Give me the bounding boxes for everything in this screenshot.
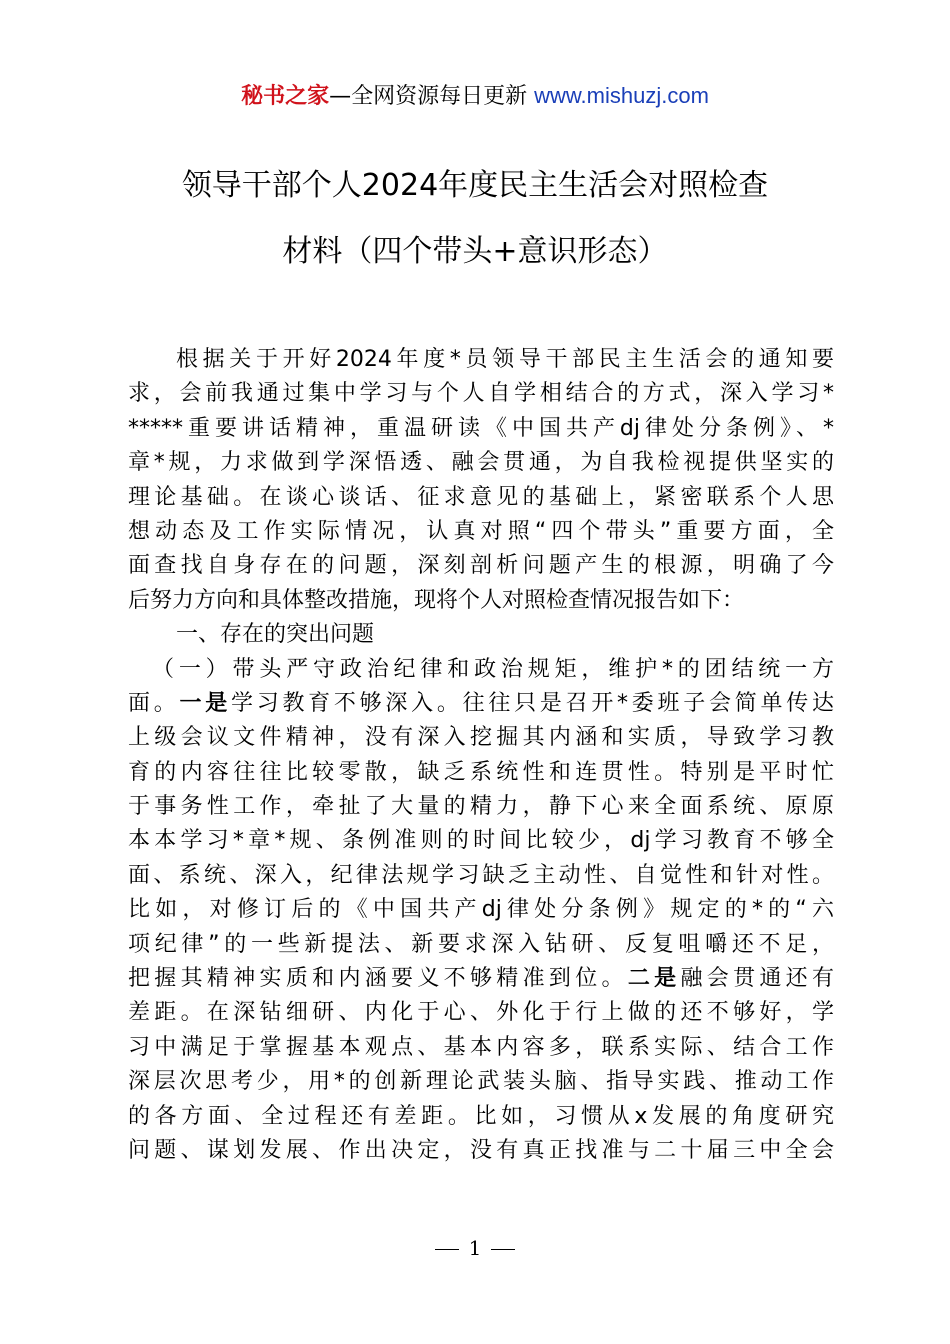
- paragraph-line: 项纪律”的一些新提法、新要求深入钻研、反复咀嚼还不足，: [128, 931, 834, 957]
- text-run: 融会贯通还有: [680, 966, 834, 992]
- paragraph-line: 于事务性工作，牵扯了大量的精力，静下心来全面系统、原原: [128, 794, 834, 820]
- paragraph-line: 根据关于开好2024年度*员领导干部民主生活会的通知要: [176, 347, 834, 372]
- subsection-heading: （一）带头严守政治纪律和政治规矩，维护*的团结统一方: [152, 656, 834, 682]
- paragraph-line: 上级会议文件精神，没有深入挖掘其内涵和实质，导致学习教: [128, 725, 834, 751]
- paragraph-line: [128, 962, 834, 996]
- text-run: 学习教育不够深入。往往只是召开*委班子会简单传达: [230, 690, 834, 716]
- section-heading: 一、存在的突出问题: [176, 622, 375, 648]
- paragraph-line: *****重要讲话精神，重温研读《中国共产dj律处分条例》、*: [128, 415, 834, 441]
- paragraph-line: 求，会前我通过集中学习与个人自学相结合的方式，深入学习*: [128, 381, 834, 407]
- document-body: [128, 343, 834, 1168]
- paragraph-line: 的各方面、全过程还有差距。比如，习惯从x发展的角度研究: [128, 1103, 834, 1129]
- document-title-line-2: 材料（四个带头+意识形态）: [282, 234, 668, 269]
- bold-marker: 二是: [627, 966, 681, 992]
- brand-slogan: —全网资源每日更新: [329, 84, 535, 109]
- paragraph-line: [128, 687, 834, 721]
- paragraph-line: 想动态及工作实际情况，认真对照“四个带头”重要方面，全: [128, 518, 834, 544]
- dash-right: [491, 1249, 515, 1250]
- paragraph-line: 面查找自身存在的问题，深刻剖析问题产生的根源，明确了今: [128, 553, 834, 579]
- bold-marker: 一是: [179, 690, 231, 716]
- paragraph-line: 后努力方向和具体整改措施，现将个人对照检查情况报告如下：: [128, 587, 745, 613]
- site-banner: [0, 81, 950, 112]
- paragraph-line: 本本学习*章*规、条例准则的时间比较少，dj学习教育不够全: [128, 828, 834, 854]
- paragraph-line: 问题、谋划发展、作出决定，没有真正找准与二十届三中全会: [128, 1137, 834, 1163]
- dash-left: [435, 1249, 459, 1250]
- paragraph-line: 比如，对修订后的《中国共产dj律处分条例》规定的*的“六: [128, 897, 834, 923]
- paragraph-line: 深层次思考少，用*的创新理论武装头脑、指导实践、推动工作: [128, 1069, 834, 1095]
- document-title-line-1: 领导干部个人2024年度民主生活会对照检查: [181, 168, 769, 203]
- page-number: [0, 1234, 950, 1262]
- paragraph-line: 育的内容往往比较零散，缺乏系统性和连贯性。特别是平时忙: [128, 759, 834, 785]
- paragraph-line: 差距。在深钻细研、内化于心、外化于行上做的还不够好，学: [128, 1000, 834, 1026]
- paragraph-line: 面、系统、深入，纪律法规学习缺乏主动性、自觉性和针对性。: [128, 862, 834, 888]
- paragraph-line: 理论基础。在谈心谈话、征求意见的基础上，紧密联系个人思: [128, 484, 834, 510]
- paragraph-line: 习中满足于掌握基本观点、基本内容多，联系实际、结合工作: [128, 1034, 834, 1060]
- text-run: 把握其精神实质和内涵要义不够精准到位。: [128, 966, 628, 992]
- brand-name: 秘书之家: [241, 84, 330, 109]
- page-number-value: 1: [468, 1236, 482, 1260]
- site-url-link[interactable]: www.mishuzj.com: [534, 83, 709, 108]
- paragraph-line: 章*规，力求做到学深悟透、融会贯通，为自我检视提供坚实的: [128, 450, 834, 476]
- text-run: 面。: [128, 690, 180, 716]
